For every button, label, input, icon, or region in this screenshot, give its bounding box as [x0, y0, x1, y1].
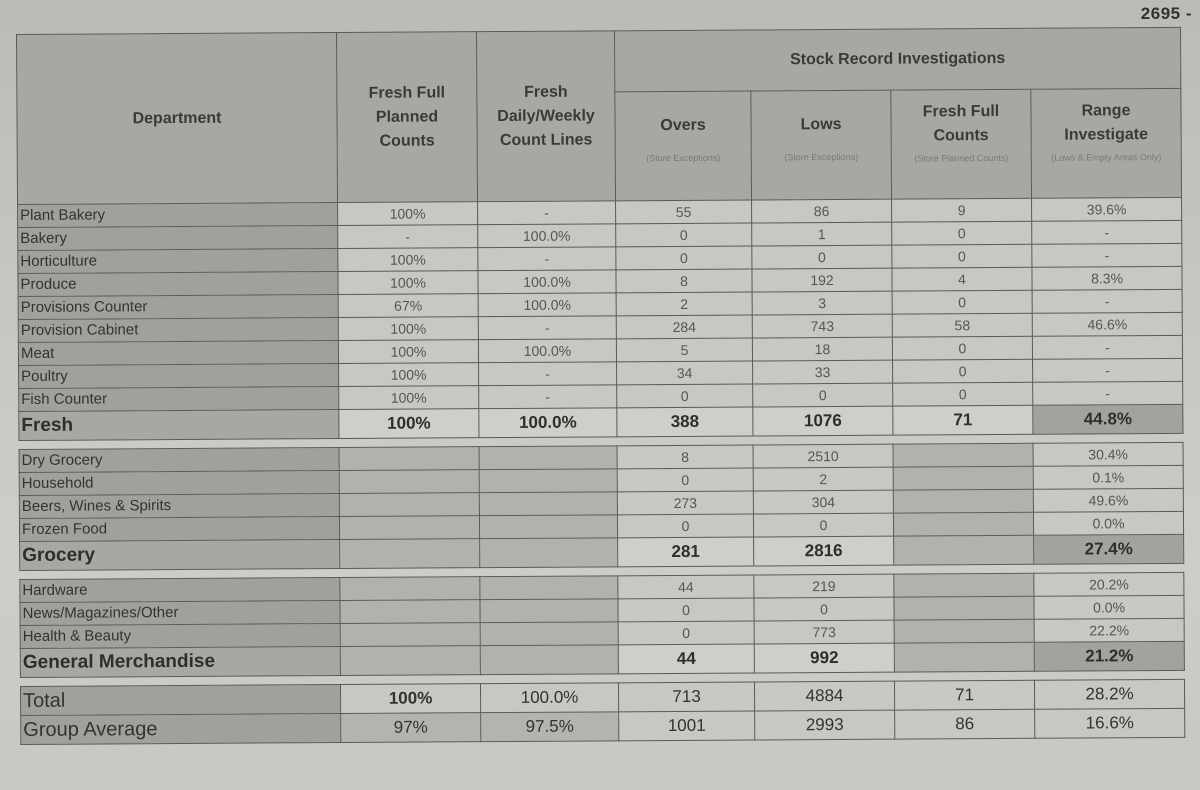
- range-cell: 49.6%: [1033, 488, 1183, 512]
- dept-cell: Health & Beauty: [20, 624, 340, 649]
- range-cell: 0.1%: [1033, 465, 1183, 489]
- range-cell: 21.2%: [1034, 641, 1184, 671]
- range-cell: 27.4%: [1034, 534, 1184, 564]
- daily-cell: 100.0%: [479, 408, 617, 438]
- dept-cell: Provisions Counter: [18, 295, 338, 320]
- daily-cell: 97.5%: [481, 712, 619, 742]
- counts-cell: 4: [892, 267, 1032, 291]
- counts-cell: 58: [892, 313, 1032, 337]
- range-cell: 46.6%: [1032, 312, 1182, 336]
- counts-cell: 0: [892, 336, 1032, 360]
- planned-cell: 100%: [338, 340, 478, 364]
- counts-cell: 0: [893, 359, 1033, 383]
- planned-cell: 100%: [338, 271, 478, 295]
- lows-cell: 4884: [754, 681, 894, 711]
- daily-cell: -: [479, 362, 617, 386]
- range-cell: 39.6%: [1032, 197, 1182, 221]
- dept-cell: Produce: [18, 272, 338, 297]
- header-fresh-full-counts-note: (Store Planned Counts): [914, 152, 1009, 164]
- lows-cell: 0: [753, 383, 893, 407]
- planned-cell: [340, 577, 480, 601]
- header-range-investigate: [1031, 88, 1182, 198]
- overs-cell: 273: [617, 491, 753, 515]
- daily-cell: 100.0%: [478, 339, 616, 363]
- planned-cell: [340, 539, 480, 569]
- daily-cell: -: [478, 201, 616, 225]
- range-cell: -: [1033, 358, 1183, 382]
- daily-cell: 100.0%: [478, 270, 616, 294]
- lows-cell: 1076: [753, 406, 893, 436]
- lows-cell: 86: [752, 199, 892, 223]
- overs-cell: 1001: [619, 711, 755, 741]
- lows-cell: 2: [753, 467, 893, 491]
- range-cell: 0.0%: [1033, 511, 1183, 535]
- header-lows-note: (Store Exceptions): [784, 151, 859, 163]
- planned-cell: [340, 646, 480, 676]
- dept-cell: Household: [19, 471, 339, 496]
- dept-cell: Grocery: [20, 540, 340, 571]
- counts-cell: 9: [892, 198, 1032, 222]
- planned-cell: 100%: [338, 202, 478, 226]
- daily-cell: [480, 599, 618, 623]
- overs-cell: 713: [618, 682, 754, 712]
- overs-cell: 388: [617, 407, 753, 437]
- counts-cell: [894, 619, 1034, 643]
- overs-cell: 55: [616, 200, 752, 224]
- dept-cell: News/Magazines/Other: [20, 601, 340, 626]
- range-cell: -: [1032, 335, 1182, 359]
- lows-cell: 192: [752, 268, 892, 292]
- stock-table: [16, 27, 1185, 745]
- daily-cell: 100.0%: [480, 683, 618, 713]
- counts-cell: [894, 642, 1034, 672]
- dept-cell: Horticulture: [18, 249, 338, 274]
- overs-cell: 44: [618, 644, 754, 674]
- dept-cell: Plant Bakery: [18, 203, 338, 228]
- dept-cell: Dry Grocery: [19, 448, 339, 473]
- counts-cell: 0: [893, 382, 1033, 406]
- dept-cell: Provision Cabinet: [18, 318, 338, 343]
- counts-cell: [893, 443, 1033, 467]
- counts-cell: 0: [892, 221, 1032, 245]
- header-fresh-full-counts-label: Fresh Full Counts: [922, 102, 1000, 145]
- planned-cell: [339, 516, 479, 540]
- overs-cell: 8: [616, 269, 752, 293]
- range-cell: -: [1032, 243, 1182, 267]
- table-header: [17, 27, 1182, 204]
- header-lows: [751, 90, 892, 200]
- range-cell: 44.8%: [1033, 404, 1183, 434]
- planned-cell: [340, 623, 480, 647]
- counts-cell: [893, 512, 1033, 536]
- planned-cell: -: [338, 225, 478, 249]
- planned-cell: 100%: [340, 684, 480, 714]
- counts-cell: 71: [893, 405, 1033, 435]
- overs-cell: 284: [616, 315, 752, 339]
- header-range-investigate-label: Range Investigate: [1064, 102, 1148, 144]
- lows-cell: 0: [752, 245, 892, 269]
- dept-cell: Frozen Food: [19, 517, 339, 542]
- header-stock-record-investigations: Stock Record Investigations: [614, 27, 1180, 91]
- overs-cell: 44: [618, 575, 754, 599]
- daily-cell: [480, 645, 618, 675]
- planned-cell: 100%: [339, 386, 479, 410]
- page-number: 2695 -: [1140, 4, 1192, 23]
- planned-cell: 100%: [338, 317, 478, 341]
- daily-cell: -: [479, 385, 617, 409]
- header-overs: [615, 91, 752, 201]
- daily-cell: [479, 515, 617, 539]
- lows-cell: 992: [754, 643, 894, 673]
- planned-cell: 100%: [339, 409, 479, 439]
- daily-cell: 100.0%: [478, 293, 616, 317]
- lows-cell: 18: [752, 337, 892, 361]
- counts-cell: [894, 573, 1034, 597]
- planned-cell: 97%: [341, 713, 481, 743]
- planned-cell: [340, 600, 480, 624]
- range-cell: -: [1032, 220, 1182, 244]
- lows-cell: 743: [752, 314, 892, 338]
- general-merchandise-section: [20, 572, 1185, 686]
- range-cell: 16.6%: [1035, 708, 1185, 738]
- dept-cell: General Merchandise: [20, 647, 340, 678]
- header-fresh-full-counts: [891, 89, 1032, 199]
- daily-cell: -: [478, 316, 616, 340]
- daily-cell: [480, 576, 618, 600]
- overs-cell: 2: [616, 292, 752, 316]
- range-cell: 20.2%: [1034, 572, 1184, 596]
- overs-cell: 281: [618, 537, 754, 567]
- daily-cell: [480, 538, 618, 568]
- lows-cell: 1: [752, 222, 892, 246]
- overs-cell: 0: [617, 384, 753, 408]
- daily-cell: [479, 469, 617, 493]
- dept-cell: Beers, Wines & Spirits: [19, 494, 339, 519]
- lows-cell: 0: [753, 513, 893, 537]
- dept-cell: Poultry: [19, 364, 339, 389]
- lows-cell: 2993: [755, 710, 895, 740]
- range-cell: -: [1032, 289, 1182, 313]
- lows-cell: 33: [753, 360, 893, 384]
- fresh-section: [18, 197, 1184, 449]
- header-overs-note: (Store Exceptions): [646, 152, 721, 164]
- range-cell: -: [1033, 381, 1183, 405]
- counts-cell: 86: [895, 709, 1035, 739]
- range-cell: 28.2%: [1034, 679, 1184, 709]
- overs-cell: 34: [617, 361, 753, 385]
- planned-cell: [339, 493, 479, 517]
- header-fresh-full-planned: Fresh Full Planned Counts: [336, 32, 477, 203]
- stock-report: [16, 27, 1190, 770]
- overs-cell: 8: [617, 445, 753, 469]
- range-cell: 0.0%: [1034, 595, 1184, 619]
- planned-cell: [339, 470, 479, 494]
- lows-cell: 0: [754, 597, 894, 621]
- counts-cell: 0: [892, 244, 1032, 268]
- overs-cell: 0: [617, 514, 753, 538]
- dept-cell: Fish Counter: [19, 387, 339, 412]
- counts-cell: [894, 596, 1034, 620]
- counts-cell: 0: [892, 290, 1032, 314]
- overs-cell: 0: [618, 621, 754, 645]
- header-overs-label: Overs: [660, 116, 706, 135]
- planned-cell: 100%: [338, 248, 478, 272]
- grocery-section: [19, 442, 1184, 579]
- counts-cell: [893, 466, 1033, 490]
- dept-cell: Total: [20, 685, 340, 716]
- lows-cell: 773: [754, 620, 894, 644]
- daily-cell: [479, 446, 617, 470]
- summary-section: [20, 679, 1184, 744]
- overs-cell: 0: [616, 223, 752, 247]
- dept-cell: Group Average: [21, 714, 341, 745]
- counts-cell: 71: [894, 680, 1034, 710]
- range-cell: 8.3%: [1032, 266, 1182, 290]
- dept-cell: Hardware: [20, 578, 340, 603]
- dept-cell: Fresh: [19, 410, 339, 441]
- planned-cell: 67%: [338, 294, 478, 318]
- overs-cell: 0: [616, 246, 752, 270]
- header-fresh-daily-weekly: Fresh Daily/Weekly Count Lines: [476, 31, 615, 202]
- lows-cell: 3: [752, 291, 892, 315]
- overs-cell: 0: [617, 468, 753, 492]
- planned-cell: [339, 447, 479, 471]
- daily-cell: [480, 622, 618, 646]
- dept-cell: Bakery: [18, 226, 338, 251]
- daily-cell: [479, 492, 617, 516]
- lows-cell: 2510: [753, 444, 893, 468]
- overs-cell: 5: [616, 338, 752, 362]
- header-range-investigate-note: (Lows & Empty Areas Only): [1051, 152, 1162, 163]
- range-cell: 22.2%: [1034, 618, 1184, 642]
- lows-cell: 2816: [754, 536, 894, 566]
- lows-cell: 219: [754, 574, 894, 598]
- daily-cell: -: [478, 247, 616, 271]
- overs-cell: 0: [618, 598, 754, 622]
- counts-cell: [893, 489, 1033, 513]
- header-department: Department: [17, 33, 338, 205]
- group-average-row: [21, 708, 1185, 744]
- header-lows-label: Lows: [800, 115, 842, 134]
- dept-cell: Meat: [18, 341, 338, 366]
- planned-cell: 100%: [339, 363, 479, 387]
- counts-cell: [894, 535, 1034, 565]
- lows-cell: 304: [753, 490, 893, 514]
- daily-cell: 100.0%: [478, 224, 616, 248]
- range-cell: 30.4%: [1033, 442, 1183, 466]
